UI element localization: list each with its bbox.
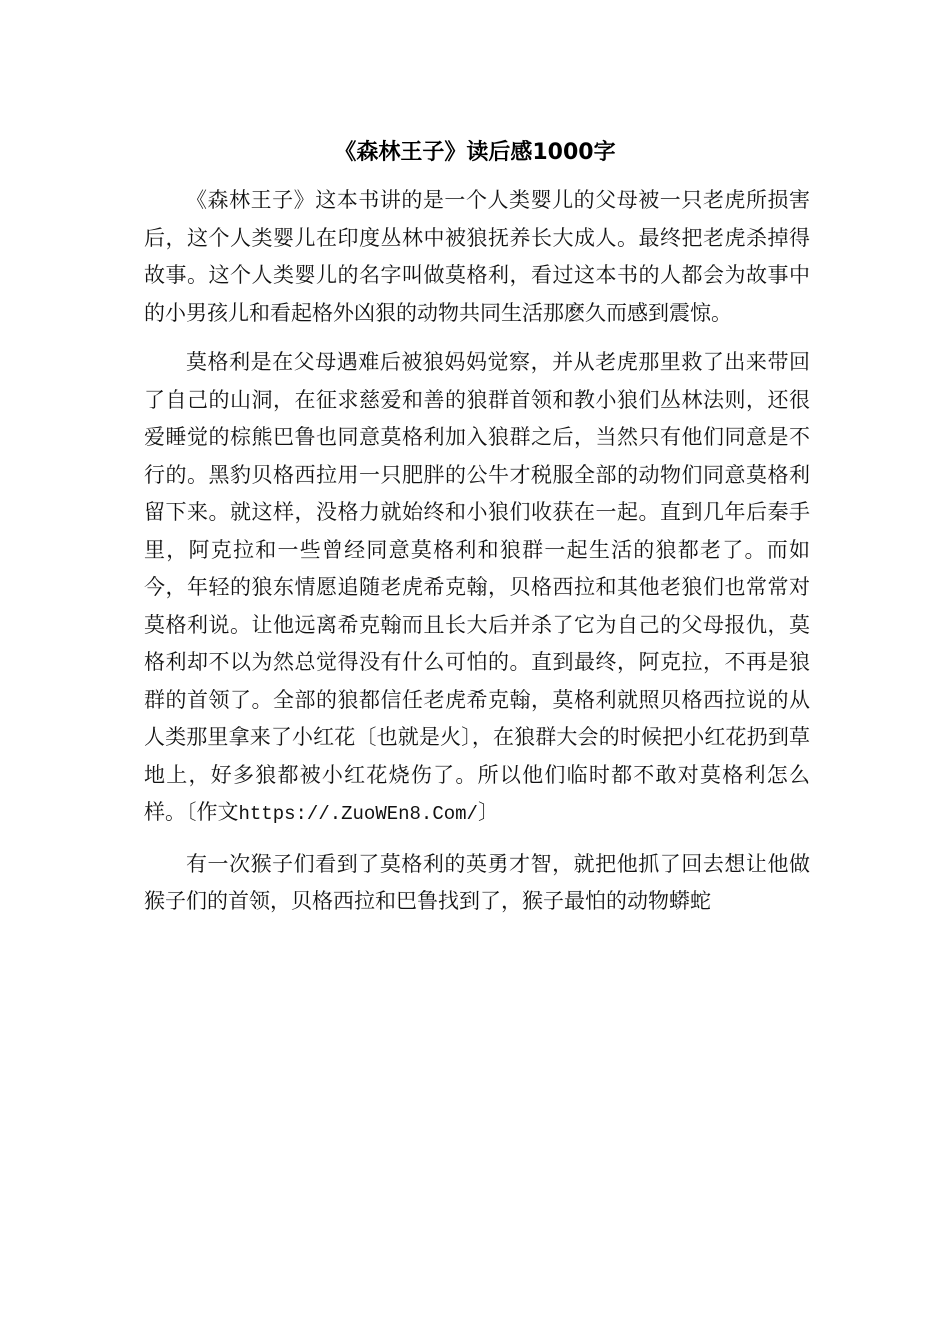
document-title: 《森林王子》读后感1000字 — [334, 140, 616, 165]
paragraph-2-text: 莫格利是在父母遇难后被狼妈妈觉察，并从老虎那里救了出来带回了自己的山洞，在征求慈爱和善的狼群首领和教小狼们丛林法则，还很爱睡觉的棕熊巴鲁也同意莫格利加入狼群之后，当然只有他们同意是不行的。黑豹贝格西拉用一只肥胖的公牛才税服全部的动物们同意莫格利留下来。就这样，没格力就始终和小狼们收获在一起。直到几年后秦手里，阿克拉和一些曾经同意莫格利和狼群一起生活的狼都老了。而如今，年轻的狼东情愿追随老虎希克翰，贝格西拉和其他老狼们也常常对莫格利说。让他远离希克翰而且长大后并杀了它为自己的父母报仇，莫格利却不以为然总觉得没有什么可怕的。直到最终，阿克拉，不再是狼群的首领了。全部的狼都信任老虎希克翰，莫格利就照贝格西拉说的从人类那里拿来了小红花〔也就是火〕，在狼群大会的时候把小红花扔到草地上，好多狼都被小红花烧伤了。所以他们临时都不敢对莫格利怎么样。〔作文 — [144, 350, 810, 824]
document-body — [144, 182, 810, 921]
source-url: https://.ZuoWEn8.Com/ — [238, 803, 478, 825]
paragraph-2 — [144, 344, 810, 834]
paragraph-3: 有一次猴子们看到了莫格利的英勇才智，就把他抓了回去想让他做猴子们的首领，贝格西拉和巴鲁找到了，猴子最怕的动物蟒蛇 — [144, 851, 810, 913]
paragraph-1: 《森林王子》这本书讲的是一个人类婴儿的父母被一只老虎所损害后，这个人类婴儿在印度丛林中被狼抚养长大成人。最终把老虎杀掉得故事。这个人类婴儿的名字叫做莫格利，看过这本书的人都会为故事中的小男孩儿和看起格外凶狠的动物共同生活那麽久而感到震惊。 — [144, 188, 810, 325]
paragraph-2-closing: 〕 — [477, 800, 499, 824]
